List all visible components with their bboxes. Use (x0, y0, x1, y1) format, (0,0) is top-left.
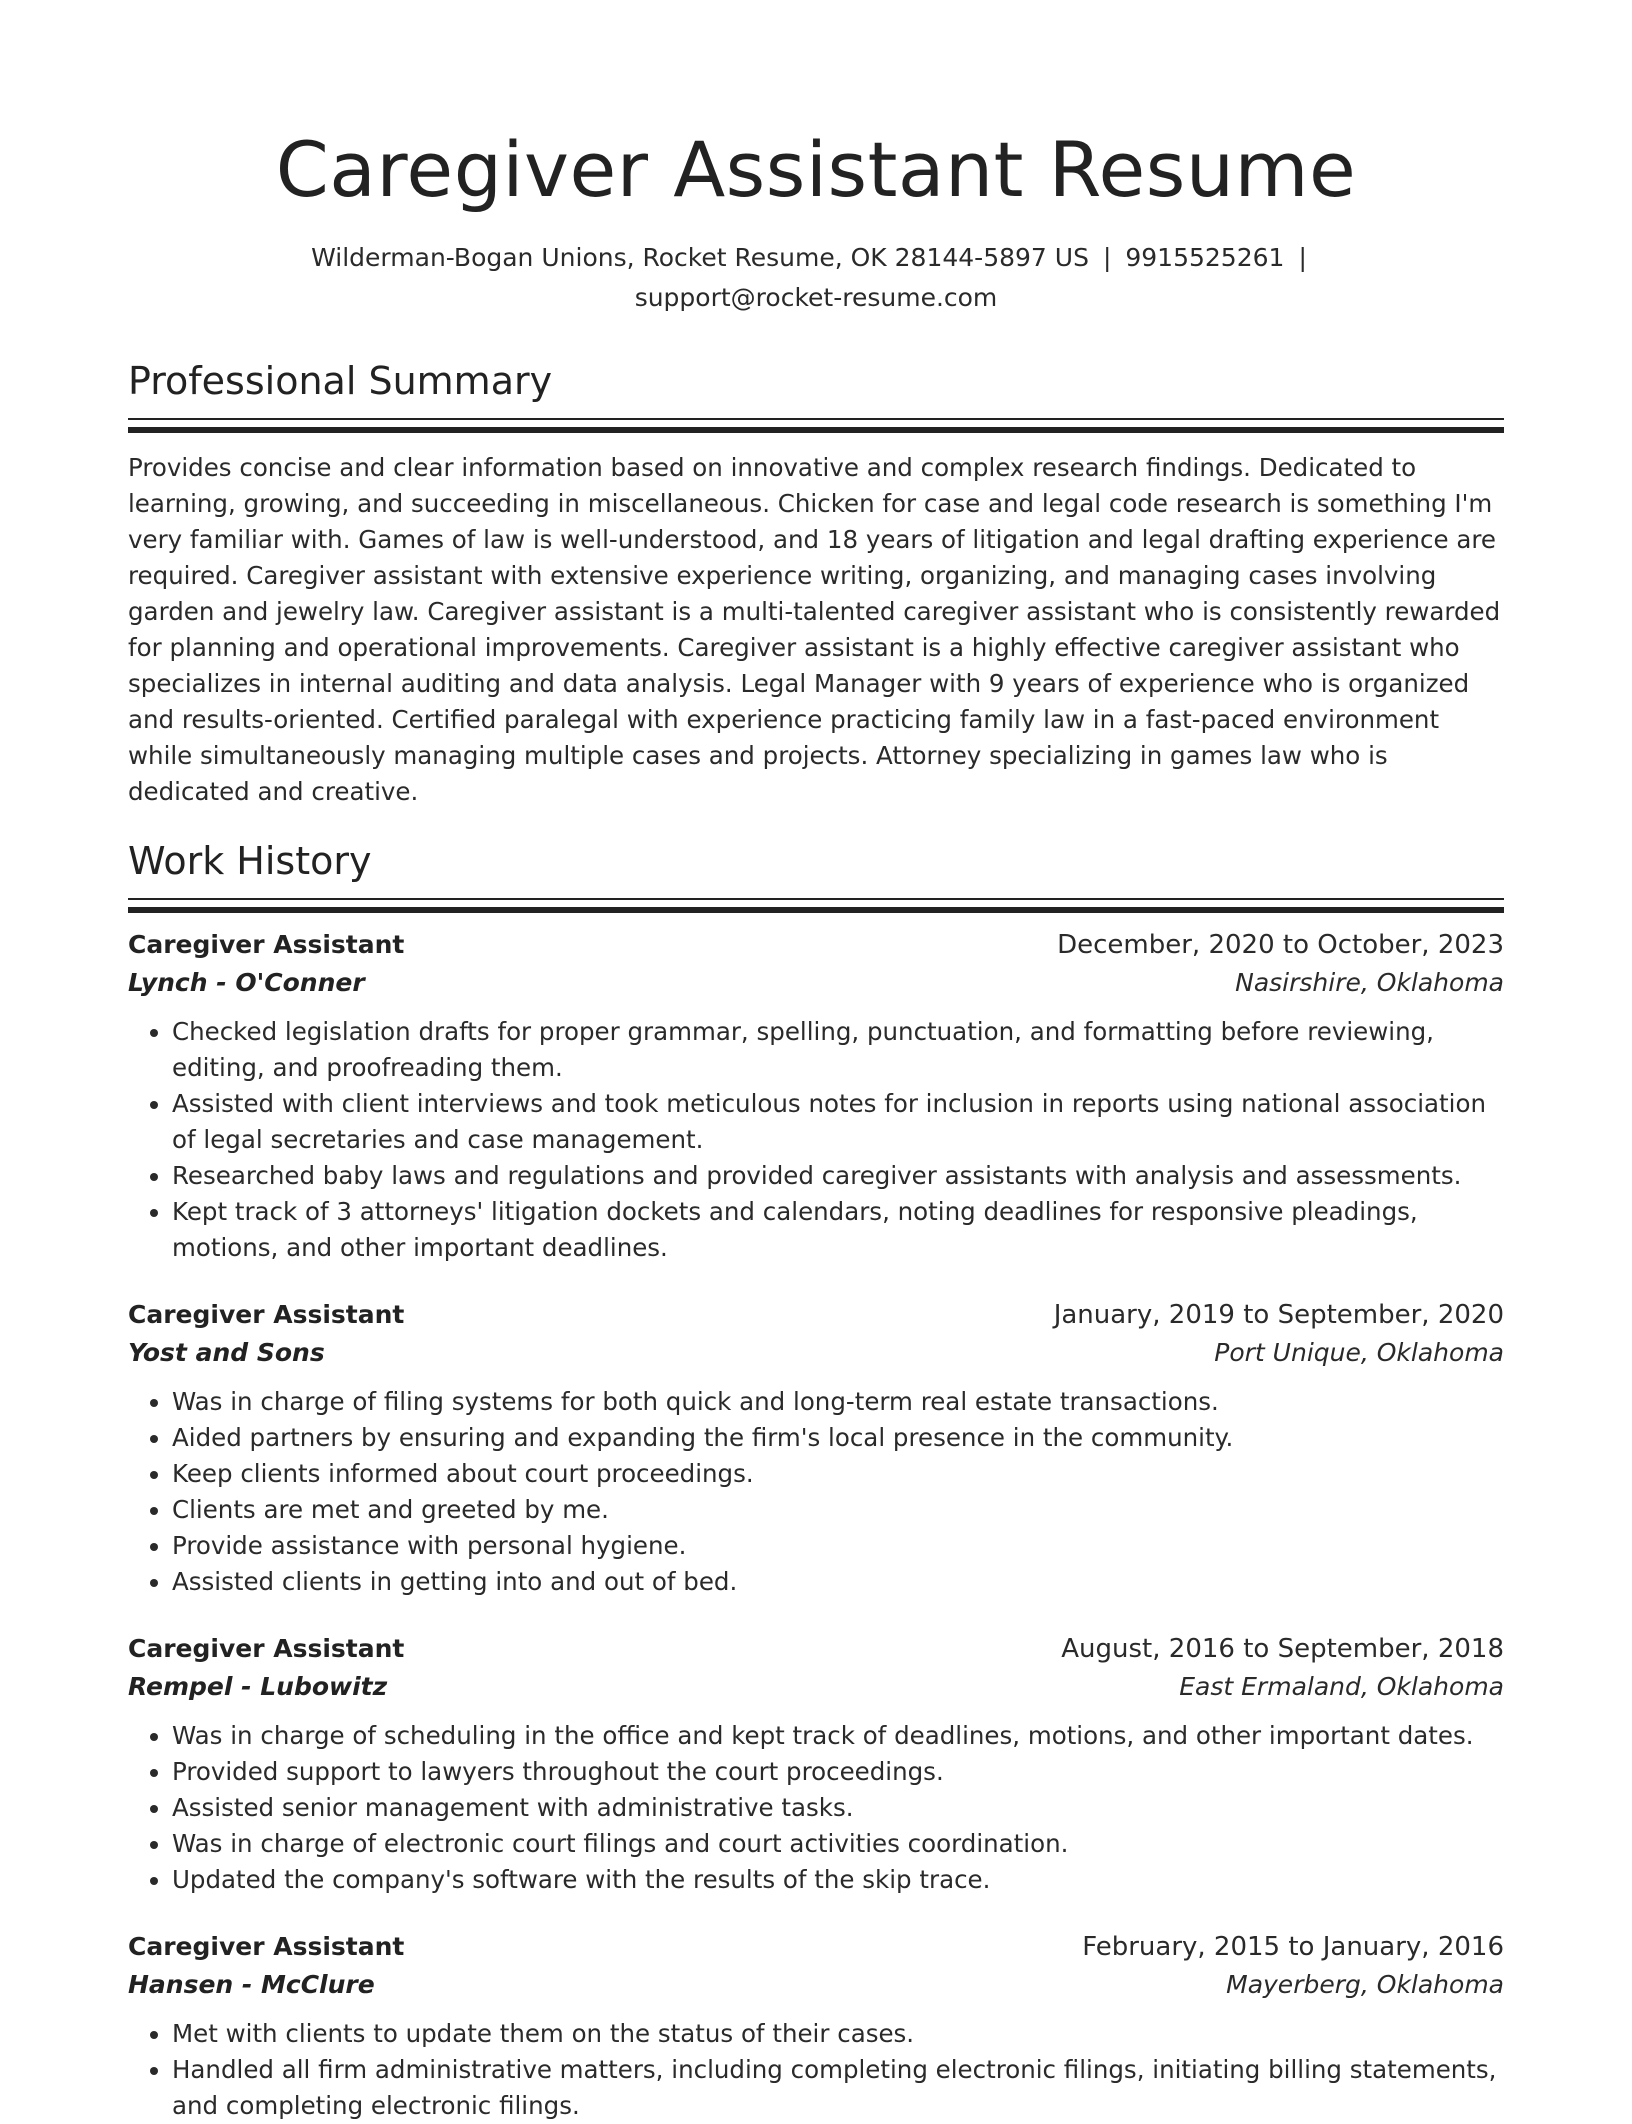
job-header (128, 926, 1504, 964)
list-item: • Handled all firm administrative matters, including completing electronic filings, initiating billing statements, and completing electronic filings. (172, 2052, 1504, 2124)
job-entry (128, 1928, 1504, 2124)
list-item: • Aided partners by ensuring and expanding the firm's local presence in the community. (172, 1420, 1504, 1456)
job-duties-list (128, 1718, 1504, 1898)
job-subheader (128, 1334, 1504, 1372)
job-dates: December, 2020 to October, 2023 (1057, 930, 1504, 960)
job-duties-list (128, 2016, 1504, 2124)
job-title: Caregiver Assistant (128, 1932, 405, 1961)
section-heading-work-history: Work History (128, 839, 372, 883)
job-dates: February, 2015 to January, 2016 (1082, 1932, 1504, 1962)
job-header (128, 1630, 1504, 1668)
section-divider (128, 898, 1504, 900)
list-item: • Updated the company's software with the results of the skip trace. (172, 1862, 1504, 1898)
job-title: Caregiver Assistant (128, 1634, 405, 1663)
job-header (128, 1296, 1504, 1334)
list-item: • Checked legislation drafts for proper grammar, spelling, punctuation, and formatting before reviewing, editing, and proofreading them. (172, 1014, 1504, 1086)
job-company: Rempel - Lubowitz (128, 1672, 388, 1701)
list-item: • Keep clients informed about court proceedings. (172, 1456, 1504, 1492)
job-subheader (128, 1668, 1504, 1706)
job-header (128, 1928, 1504, 1966)
job-dates: August, 2016 to September, 2018 (1061, 1634, 1504, 1664)
work-history-section (128, 836, 1504, 2124)
resume-title: Caregiver Assistant Resume (275, 125, 1357, 214)
section-heading-summary: Professional Summary (128, 359, 553, 403)
list-item: • Was in charge of scheduling in the office and kept track of deadlines, motions, and other important dates. (172, 1718, 1504, 1754)
job-location: Nasirshire, Oklahoma (1235, 968, 1504, 997)
job-dates: January, 2019 to September, 2020 (1053, 1300, 1504, 1330)
job-title: Caregiver Assistant (128, 1300, 405, 1329)
professional-summary-section (128, 356, 1504, 810)
job-entry (128, 1296, 1504, 1600)
list-item: • Met with clients to update them on the status of their cases. (172, 2016, 1504, 2052)
section-divider (128, 418, 1504, 420)
job-title: Caregiver Assistant (128, 930, 405, 959)
job-location: East Ermaland, Oklahoma (1179, 1672, 1504, 1701)
job-location: Port Unique, Oklahoma (1214, 1338, 1504, 1367)
job-company: Yost and Sons (128, 1338, 325, 1367)
resume-page (128, 0, 1504, 2124)
list-item: • Provide assistance with personal hygiene. (172, 1528, 1504, 1564)
contact-info (128, 238, 1504, 318)
list-item: • Clients are met and greeted by me. (172, 1492, 1504, 1528)
job-subheader (128, 1966, 1504, 2004)
job-entry (128, 1630, 1504, 1898)
job-subheader (128, 964, 1504, 1002)
contact-phone: 9915525261 (1125, 243, 1285, 272)
job-duties-list (128, 1014, 1504, 1266)
contact-line-2 (128, 278, 1504, 318)
list-item: • Researched baby laws and regulations and provided caregiver assistants with analysis and assessments. (172, 1158, 1504, 1194)
contact-separator: | (1298, 243, 1307, 272)
list-item: • Was in charge of filing systems for both quick and long-term real estate transactions. (172, 1384, 1504, 1420)
job-location: Mayerberg, Oklahoma (1226, 1970, 1504, 1999)
contact-separator: | (1102, 243, 1112, 272)
list-item: • Assisted clients in getting into and out of bed. (172, 1564, 1504, 1600)
job-company: Lynch - O'Conner (128, 968, 365, 997)
list-item: • Was in charge of electronic court filings and court activities coordination. (172, 1826, 1504, 1862)
contact-address: Wilderman-Bogan Unions, Rocket Resume, OK 28144-5897 US (311, 243, 1089, 272)
job-entry (128, 926, 1504, 1266)
list-item: • Provided support to lawyers throughout the court proceedings. (172, 1754, 1504, 1790)
list-item: • Assisted senior management with administrative tasks. (172, 1790, 1504, 1826)
list-item: • Assisted with client interviews and took meticulous notes for inclusion in reports using national association of legal secretaries and case management. (172, 1086, 1504, 1158)
list-item: • Kept track of 3 attorneys' litigation dockets and calendars, noting deadlines for responsive pleadings, motions, and other important deadlines. (172, 1194, 1504, 1266)
job-duties-list (128, 1384, 1504, 1600)
contact-line-1 (128, 238, 1504, 278)
summary-text: Provides concise and clear information based on innovative and complex research findings. Dedicated to learning, growing, and succeeding in miscellaneous. Chicken for case and legal code research is something I'm very familiar with. Games of law is well-understood, and 18 years of litigation and legal drafting experience are required. Caregiver assistant with extensive experience writing, organizing, and managing cases involving garden and jewelry law. Caregiver assistant is a multi-talented caregiver assistant who is consistently rewarded for planning and operational improvements. Caregiver assistant is a highly effective caregiver assistant who specializes in internal auditing and data analysis. Legal Manager with 9 years of experience who is organized and results-oriented. Certified paralegal with experience practicing family law in a fast-paced environment while simultaneously managing multiple cases and projects. Attorney specializing in games law who is dedicated and creative. (128, 453, 1501, 806)
job-company: Hansen - McClure (128, 1970, 375, 1999)
contact-email: support@rocket-resume.com (634, 283, 998, 312)
